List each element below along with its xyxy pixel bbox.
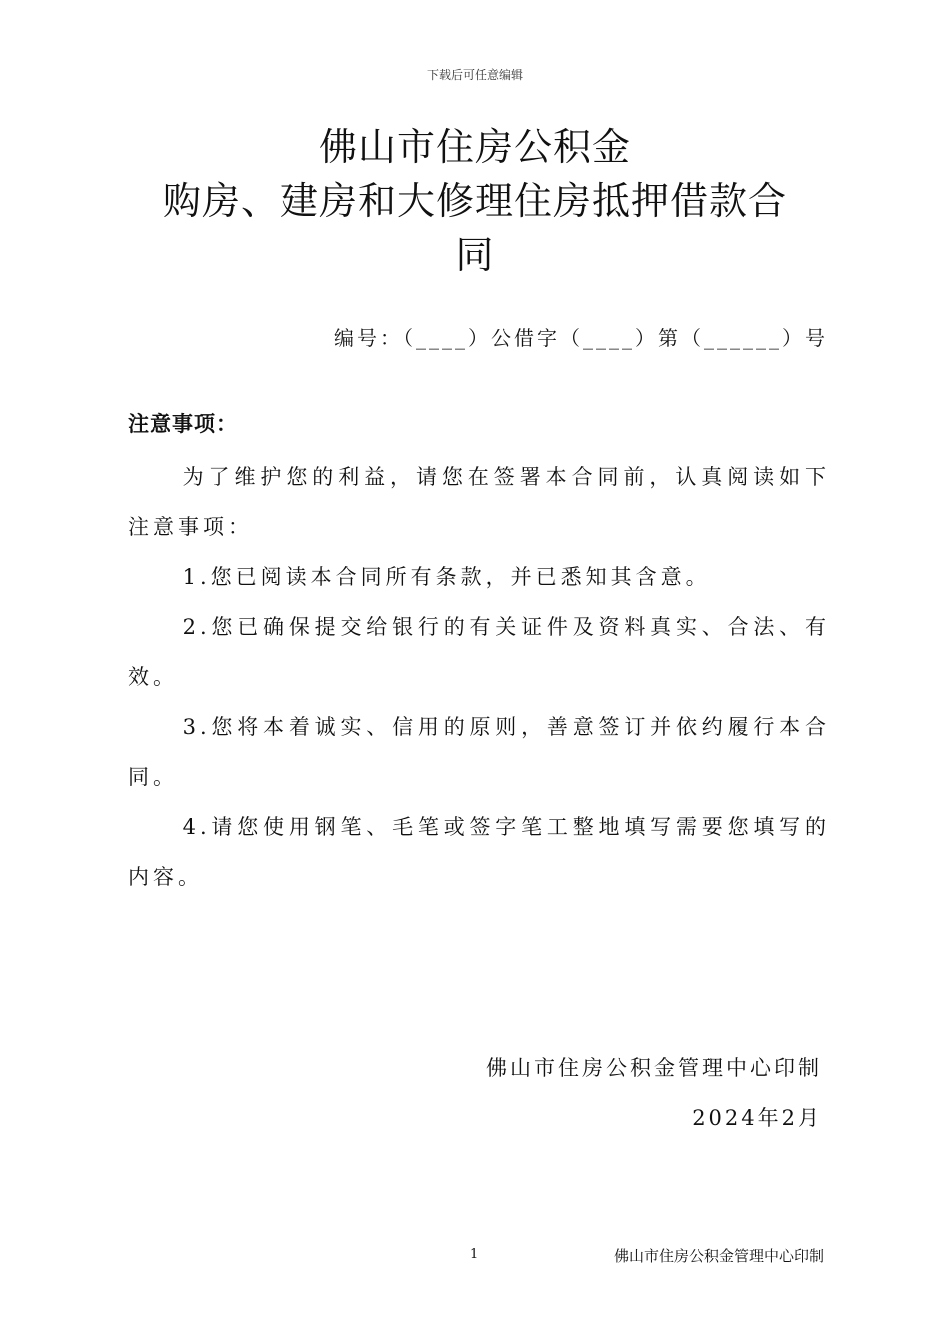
notice-item-2: 2.您已确保提交给银行的有关证件及资料真实、合法、有效。: [128, 615, 830, 689]
print-date: 2024年2月: [692, 1106, 822, 1130]
page-number: 1: [470, 1247, 479, 1262]
footer-org: 佛山市住房公积金管理中心印制: [613, 1247, 824, 1265]
printed-by-org: 佛山市住房公积金管理中心印制: [486, 1056, 822, 1080]
notice-item-4: 4.请您使用钢笔、毛笔或签字笔工整地填写需要您填写的内容。: [128, 815, 830, 889]
title-line-1: 佛山市住房公积金: [318, 125, 631, 169]
title-line-2: 购房、建房和大修理住房抵押借款合: [162, 179, 787, 223]
document-title: [120, 120, 830, 282]
notice-item-1: 1.您已阅读本合同所有条款，并已悉知其含意。: [182, 565, 711, 589]
notice-heading: 注意事项：: [128, 412, 238, 436]
header-note: 下载后可任意编辑: [426, 68, 523, 82]
title-line-3: 同: [455, 233, 495, 277]
notice-intro: 为了维护您的利益，请您在签署本合同前，认真阅读如下注意事项：: [128, 465, 830, 539]
notice-body: [128, 452, 830, 902]
notice-item-3: 3.您将本着诚实、信用的原则，善意签订并依约履行本合同。: [128, 715, 830, 789]
contract-number: 编号：（____）公借字（____）第（______）号: [334, 326, 828, 350]
